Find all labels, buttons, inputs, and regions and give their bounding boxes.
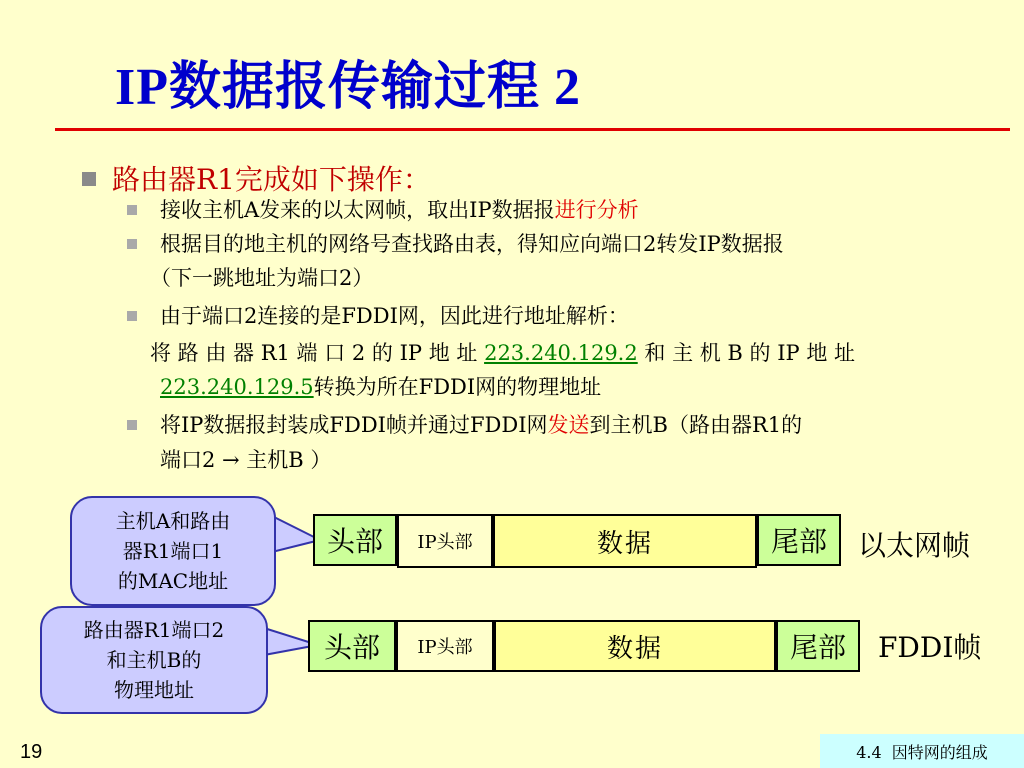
ethernet-frame-data: 数据 [493, 514, 757, 568]
fddi-frame-tail: 尾部 [776, 620, 860, 672]
item4-emphasis: 发送 [547, 413, 590, 437]
physical-address-callout [40, 606, 268, 714]
fddi-frame-ip-header: IP头部 [396, 620, 494, 672]
item3-cont-b: 和 主 机 B 的 IP 地 址 [644, 341, 855, 365]
item2-line1: 根据目的地主机的网络号查找路由表，得知应向端口2转发IP数据报 [160, 232, 784, 256]
mac-callout-line1: 主机A和路由 [115, 509, 231, 533]
item1-text: 接收主机A发来的以太网帧，取出IP数据报 [160, 198, 555, 222]
ethernet-frame-ip-header: IP头部 [397, 514, 493, 568]
item4-line2: 端口2 → 主机B ） [160, 448, 332, 472]
ip-address-r1-port2: 223.240.129.2 [484, 341, 638, 365]
main-bullet-text: 路由器R1完成如下操作： [112, 163, 431, 196]
page-number: 19 [20, 741, 43, 763]
item2-line2: （下一跳地址为端口2） [150, 266, 374, 290]
mac-callout-line3: 的MAC地址 [117, 569, 229, 593]
item3-cont-c: 转换为所在FDDI网的物理地址 [313, 375, 602, 399]
fddi-frame-label: FDDI帧 [878, 631, 982, 664]
ethernet-frame-header: 头部 [313, 514, 397, 566]
ethernet-frame-label: 以太网帧 [858, 529, 971, 562]
section-tag: 4.4 因特网的组成 [820, 734, 1024, 768]
fddi-frame-data: 数据 [494, 620, 776, 672]
page-title: IP数据报传输过程 2 [115, 59, 582, 116]
item4-text-a: 将IP数据报封装成FDDI帧并通过FDDI网 [160, 413, 548, 437]
item3-text: 由于端口2连接的是FDDI网，因此进行地址解析： [160, 304, 629, 328]
phys-callout-line3: 物理地址 [113, 678, 194, 702]
item1-emphasis: 进行分析 [554, 198, 639, 222]
phys-callout-line2: 和主机B的 [106, 648, 202, 672]
fddi-frame-header: 头部 [308, 620, 396, 672]
item4-text-c: 到主机B（路由器R1的 [589, 413, 803, 437]
mac-callout-line2: 器R1端口1 [122, 539, 224, 563]
item3-cont-a: 将 路 由 器 R1 端 口 2 的 IP 地 址 [150, 341, 478, 365]
mac-address-callout [70, 496, 276, 606]
ethernet-frame-tail: 尾部 [757, 514, 841, 566]
ip-address-host-b: 223.240.129.5 [160, 375, 314, 399]
phys-callout-line1: 路由器R1端口2 [83, 618, 225, 642]
